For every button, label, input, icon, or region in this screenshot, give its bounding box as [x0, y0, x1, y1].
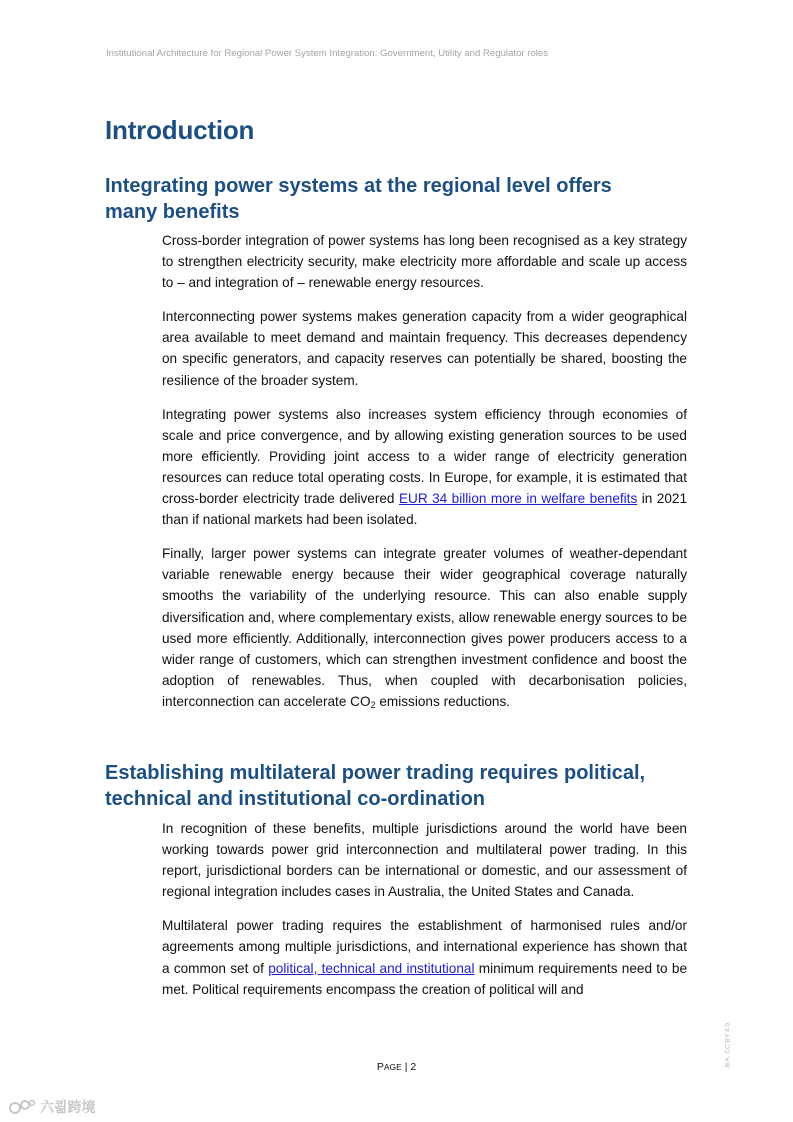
- license-text: IEA. CC BY 4.0.: [724, 1021, 732, 1068]
- page-number: 2: [410, 1061, 417, 1073]
- paragraph-text: Multilateral power trading requires the establishment of harmonised rules and/or agreements among multiple jurisdictions, and international experience has shown that a common set of: [162, 918, 687, 976]
- paragraph-text: Finally, larger power systems can integrate greater volumes of weather-dependant variable renewable energy because their wider geographical coverage naturally smooths the variability of the underlying resource. This can also enable supply diversification and, where complementary exists, allow renewable energy sources to be used more efficiently. Additionally, interconnection gives power producers access to a wider range of customers, which can strengthen investment confidence and boost the adoption of renewables. Thus, when coupled with decarbonisation policies, interconnection can accelerate CO: [162, 546, 687, 709]
- heading-line: many benefits: [105, 201, 240, 223]
- heading-line: technical and institutional co-ordination: [105, 788, 486, 810]
- welfare-benefits-link[interactable]: EUR 34 billion more in welfare benefits: [398, 491, 638, 507]
- watermark-text: 六쾲跨境: [40, 1099, 96, 1115]
- page-label: P: [376, 1061, 384, 1073]
- paragraph-text: emissions reductions.: [375, 693, 511, 709]
- paragraph: In recognition of these benefits, multiple jurisdictions around the world have been working towards power grid interconnection and multilateral power trading. In this report, jurisdictional borders can be international or domestic, and our assessment of regional integration includes cases in Australia, the United States and Canada.: [162, 821, 687, 900]
- requirements-link[interactable]: political, technical and institutional: [268, 960, 475, 976]
- page-number-footer: [0, 1061, 793, 1073]
- paragraph: Cross-border integration of power systems has long been recognised as a key strategy to strengthen electricity security, make electricity more affordable and scale up access to – and integration of – renewable energy resources.: [162, 233, 687, 291]
- paragraph: [162, 915, 687, 999]
- subscript: 2: [370, 699, 376, 710]
- paragraph-text: minimum requirements need to be met. Political requirements encompass the creation of political will and: [162, 960, 688, 997]
- section-heading-benefits: [105, 173, 705, 225]
- section-body-benefits: [162, 230, 687, 725]
- running-header: Institutional Architecture for Regional Power System Integration: Government, Utility and Regulator roles: [106, 48, 549, 59]
- section-body-coordination: [162, 818, 687, 1013]
- section-heading-coordination: [105, 760, 705, 812]
- paragraph: [162, 543, 687, 712]
- paragraph: [162, 404, 687, 531]
- paragraph: Interconnecting power systems makes generation capacity from a wider geographical area available to meet demand and maintain frequency. This decreases dependency on specific generators, and capacity reserves can potentially be shared, boosting the resilience of the broader system.: [162, 309, 687, 388]
- paragraph-text: in 2021 than if national markets had been isolated.: [162, 491, 688, 528]
- heading-line: Establishing multilateral power trading requires political,: [105, 762, 646, 784]
- page-title: Introduction: [105, 115, 255, 145]
- watermark: [8, 1096, 96, 1118]
- watermark-logo-icon: [8, 1098, 36, 1116]
- heading-line: Integrating power systems at the regional level offers: [105, 175, 612, 197]
- license-note: [722, 1023, 734, 1071]
- paragraph-text: Integrating power systems also increases system efficiency through economies of scale and price convergence, and by allowing existing generation sources to be used more efficiently. Providing joint access to a wider range of electricity generation resources can reduce total operating costs. In Europe, for example, it is estimated that cross-border electricity trade delivered: [162, 406, 687, 507]
- page-separator: |: [401, 1061, 411, 1073]
- page-label-rest: AGE: [383, 1062, 402, 1072]
